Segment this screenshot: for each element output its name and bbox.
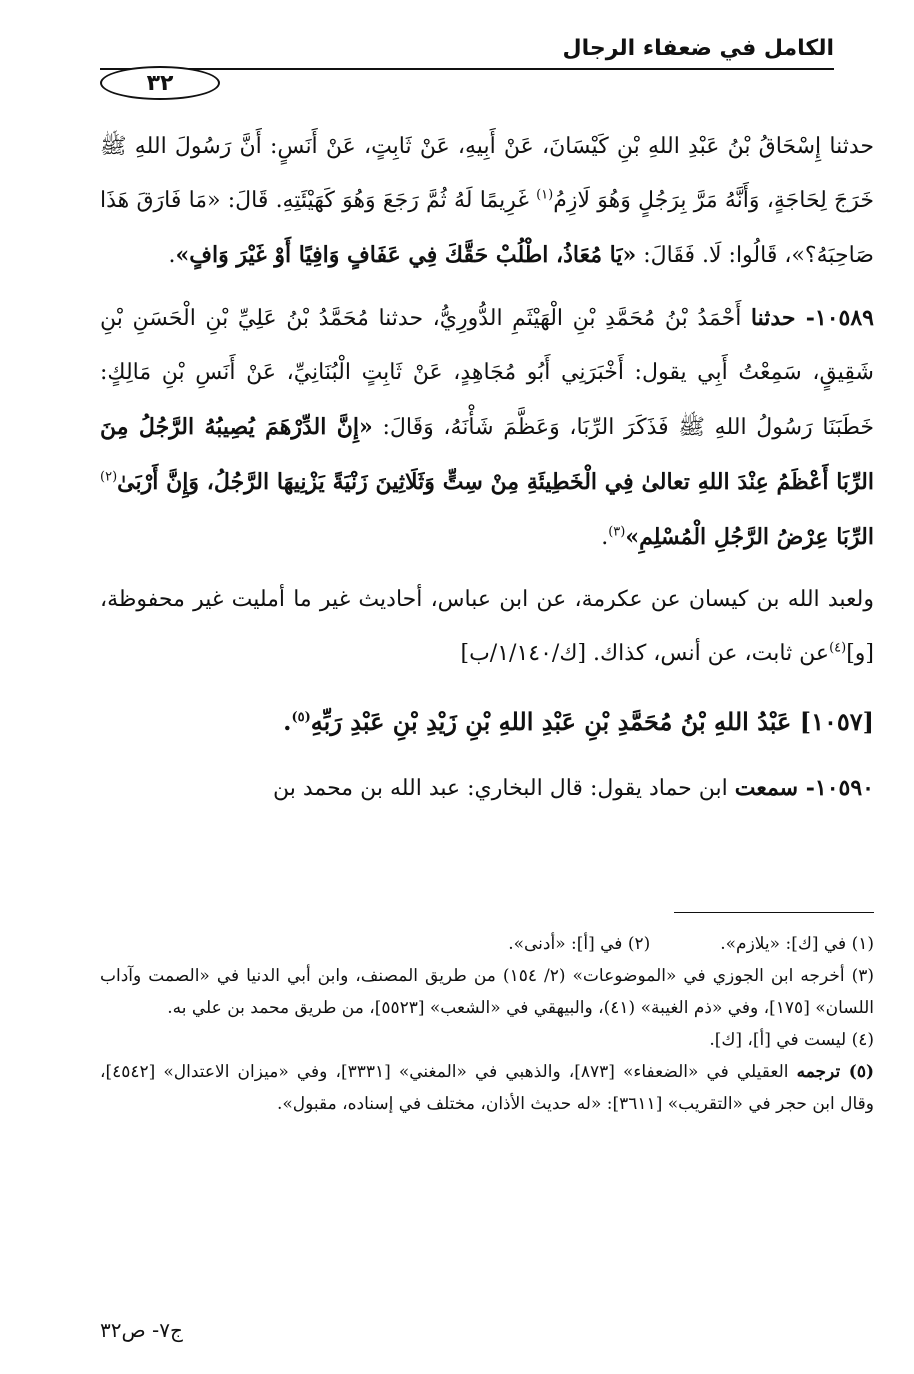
footnote-ref-2: (٢) [100, 469, 118, 485]
hadith-number-10589: ١٠٥٨٩- حدثنا [750, 305, 874, 331]
footnote-5 [100, 1056, 874, 1120]
p3-cont: عن ثابت، عن أنس، كذاك. [ك/١/١٤٠/ب] [460, 641, 830, 666]
footnote-row-1-2 [100, 928, 874, 960]
p2-text: أَحْمَدُ بْنُ مُحَمَّدِ بْنِ الْهَيْثَمِ الدُّورِيُّ، حدثنا مُحَمَّدُ بْنُ عَلِيِّ بْنِ الْحَسَنِ بْنِ شَقِيقٍ، سَمِعْتُ أَبِي يقول: أَخْبَرَنِي أَبُو مُجَاهِدٍ، عَنْ ثَابِتٍ الْبُنَانِيِّ، عَنْ أَنَسِ بْنِ مَالِكٍ: خَطَبَنَا رَسُولُ اللهِ ﷺ فَذَكَرَ الرِّبَا، وَعَظَّمَ شَأْنَهُ، وَقَالَ: [100, 306, 875, 440]
p3-text: ولعبد الله بن كيسان عن عكرمة، عن ابن عباس، أحاديث غير ما أمليت غير محفوظة، [و] [100, 587, 874, 666]
page-header [100, 30, 834, 96]
running-title: الكامل في ضعفاء الرجال [562, 36, 834, 61]
footnote-ref-5: (٥) [291, 710, 311, 725]
footnote-ref-4: (٤) [829, 640, 847, 656]
header-rule [100, 68, 834, 70]
footnote-2: (٢) في [أ]: «أدنى». [508, 934, 651, 954]
p1-text: حدثنا إِسْحَاقُ بْنُ عَبْدِ اللهِ بْنِ كَيْسَانَ، عَنْ أَبِيهِ، عَنْ ثَابِتٍ، عَنْ أَنَسٍ: أَنَّ رَسُولَ اللهِ ﷺ خَرَجَ لِحَاجَةٍ، وَأَنَّهُ مَرَّ بِرَجُلٍ وَهُوَ لَازِمُ [100, 134, 874, 213]
entry-heading-text: [١٠٥٧] عَبْدُ اللهِ بْنُ مُحَمَّدِ بْنِ عَبْدِ اللهِ بْنِ زَيْدِ بْنِ عَبْدِ رَبِّهِ [310, 707, 874, 736]
footnote-ref-3: (٣) [608, 524, 626, 540]
page-number [100, 66, 220, 100]
paragraph-3 [100, 573, 874, 681]
p1-hadith: «يَا مُعَاذُ، اطْلُبْ حَقَّكَ فِي عَفَافٍ وَافِيًا أَوْ غَيْرَ وَافٍ» [175, 242, 637, 268]
paragraph-1 [100, 120, 874, 283]
volume-page-reference: ج٧- ص٣٢ [100, 1318, 183, 1342]
paragraph-2 [100, 291, 874, 565]
p2-hadith-cont: الرِّبَا عِرْضُ الرَّجُلِ الْمُسْلِمِ» [625, 524, 874, 550]
footnote-3: (٣) أخرجه ابن الجوزي في «الموضوعات» (٢/ ١٥٤) من طريق المصنف، وابن أبي الدنيا في «الصمت وآداب اللسان» [١٧٥]، وفي «ذم الغيبة» (٤١)، والبيهقي في «الشعب» [٥٥٢٣]، من طريق محمد بن علي به. [100, 966, 874, 1018]
footnotes [100, 928, 874, 1120]
footnote-1: (١) في [ك]: «يلازم». [720, 934, 874, 954]
footnote-ref-1: (١) [536, 187, 554, 203]
footnote-separator [674, 912, 874, 913]
biography-heading [100, 695, 874, 749]
footnote-5-label: (٥) ترجمه [796, 1062, 875, 1082]
main-text [100, 120, 874, 824]
p2-hadith: «إِنَّ الدِّرْهَمَ يُصِيبُهُ الرَّجُلُ مِنَ الرِّبَا أَعْظَمُ عِنْدَ اللهِ تعالىٰ فِي الْخَطِيئَةِ مِنْ سِتٍّ وَثَلَاثِينَ زَنْيَةً يَزْنِيهَا الرَّجُلُ، وَإِنَّ أَرْبَىٰ [100, 414, 874, 495]
p2-end: . [601, 525, 609, 550]
footnote-5-text: العقيلي في «الضعفاء» [٨٧٣]، والذهبي في «المغني» [٣٣٣١]، وفي «ميزان الاعتدال» [٤٥٤٢]، وقال ابن حجر في «التقريب» [٣٦١١]: «له حديث الأذان، مختلف في إسناده، مقبول». [100, 1062, 874, 1114]
footnote-4: (٤) ليست في [أ]، [ك]. [709, 1030, 874, 1050]
p1-end: . [168, 243, 176, 268]
p1-cont: غَرِيمًا لَهُ ثُمَّ رَجَعَ وَهُوَ كَهَيْئَتِهِ. قَالَ: «مَا فَارَقَ هَذَا صَاحِبَهُ؟»، قَالُوا: لَا. فَقَالَ: [100, 188, 874, 268]
p4-text: ابن حماد يقول: قال البخاري: عبد الله بن محمد بن [272, 776, 735, 801]
page-number-text: ٣٢ [146, 70, 174, 96]
hadith-number-10590: ١٠٥٩٠- سمعت [734, 775, 874, 801]
paragraph-4 [100, 761, 874, 816]
entry-heading-end: . [283, 707, 292, 736]
